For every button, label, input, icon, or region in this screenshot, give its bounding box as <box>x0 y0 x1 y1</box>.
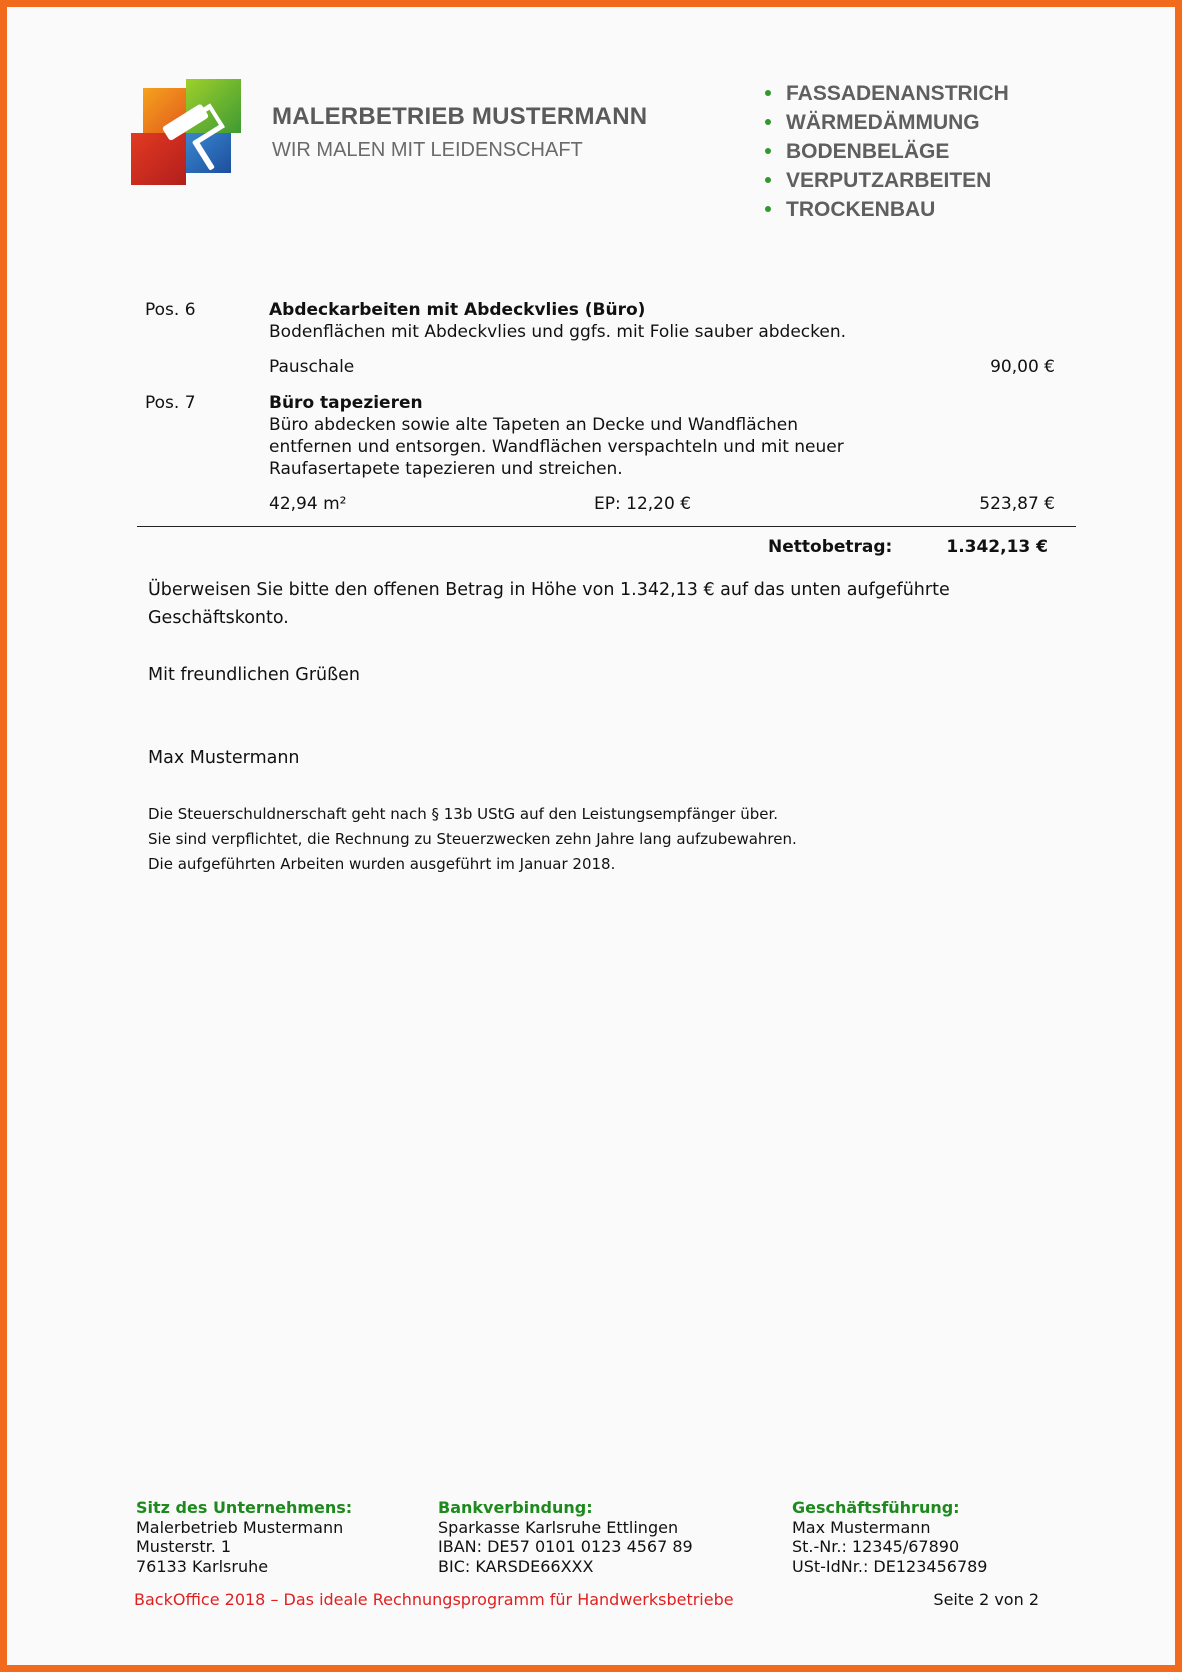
position-description: entfernen und entsorgen. Wandflächen verspachteln und mit neuer <box>269 437 844 457</box>
service-item: WÄRMEDÄMMUNG <box>763 108 1009 137</box>
retention-note: Sie sind verpflichtet, die Rechnung zu Steuerzwecken zehn Jahre lang aufzubewahren. <box>148 830 797 848</box>
footer-line: Malerbetrieb Mustermann <box>136 1517 344 1537</box>
position-description: Raufasertapete tapezieren und streichen. <box>269 459 623 479</box>
footer-company <box>136 1498 352 1576</box>
net-total-value: 1.342,13 € <box>946 537 1048 557</box>
service-item: VERPUTZARBEITEN <box>763 166 1009 195</box>
position-total: 523,87 € <box>979 494 1055 514</box>
footer-bank <box>438 1498 693 1576</box>
position-title: Büro tapezieren <box>269 393 423 413</box>
footer-line: Musterstr. 1 <box>136 1537 232 1556</box>
position-description: Bodenflächen mit Abdeckvlies und ggfs. mit Folie sauber abdecken. <box>269 322 846 342</box>
footer-line: BIC: KARSDE66XXX <box>438 1556 594 1576</box>
company-tagline: WIR MALEN MIT LEIDENSCHAFT <box>272 139 583 161</box>
company-logo <box>131 73 251 185</box>
position-description: Büro abdecken sowie alte Tapeten an Decke und Wandflächen <box>269 415 799 435</box>
position-unit-price: EP: 12,20 € <box>594 494 692 514</box>
closing-greeting: Mit freundlichen Grüßen <box>148 665 360 685</box>
net-total-label: Nettobetrag: <box>768 537 893 557</box>
position-quantity: Pauschale <box>269 357 355 377</box>
tax-note: Die Steuerschuldnerschaft geht nach § 13b UStG auf den Leistungsempfänger über. <box>148 805 779 823</box>
position-quantity: 42,94 m² <box>269 494 347 514</box>
footer-line: Sparkasse Karlsruhe Ettlingen <box>438 1517 679 1537</box>
company-name: MALERBETRIEB MUSTERMANN <box>272 103 648 130</box>
footer-line: St.-Nr.: 12345/67890 <box>792 1537 960 1556</box>
footer-line: IBAN: DE57 0101 0123 4567 89 <box>438 1537 693 1556</box>
footer-line: USt-IdNr.: DE123456789 <box>792 1556 988 1576</box>
page-number: Seite 2 von 2 <box>933 1590 1039 1609</box>
footer-heading: Bankverbindung: <box>438 1498 593 1517</box>
execution-note: Die aufgeführten Arbeiten wurden ausgeführt im Januar 2018. <box>148 855 616 873</box>
footer-heading: Sitz des Unternehmens: <box>136 1498 353 1517</box>
footer-line: Max Mustermann <box>792 1517 931 1537</box>
signature-name: Max Mustermann <box>148 748 300 768</box>
position-number: Pos. 7 <box>145 393 196 413</box>
payment-request: Überweisen Sie bitte den offenen Betrag in Höhe von 1.342,13 € auf das unten aufgeführte <box>148 580 950 600</box>
divider <box>137 526 1076 527</box>
position-total: 90,00 € <box>990 357 1055 377</box>
service-item: TROCKENBAU <box>763 195 1009 224</box>
position-number: Pos. 6 <box>145 300 196 320</box>
services-list <box>763 79 1009 224</box>
service-item: BODENBELÄGE <box>763 137 1009 166</box>
position-title: Abdeckarbeiten mit Abdeckvlies (Büro) <box>269 300 646 320</box>
service-item: FASSADENANSTRICH <box>763 79 1009 108</box>
footer-heading: Geschäftsführung: <box>792 1498 960 1517</box>
payment-request: Geschäftskonto. <box>148 608 289 628</box>
software-promo: BackOffice 2018 – Das ideale Rechnungsprogramm für Handwerksbetriebe <box>134 1590 734 1609</box>
footer-line: 76133 Karlsruhe <box>136 1556 269 1576</box>
footer-management <box>792 1498 987 1576</box>
